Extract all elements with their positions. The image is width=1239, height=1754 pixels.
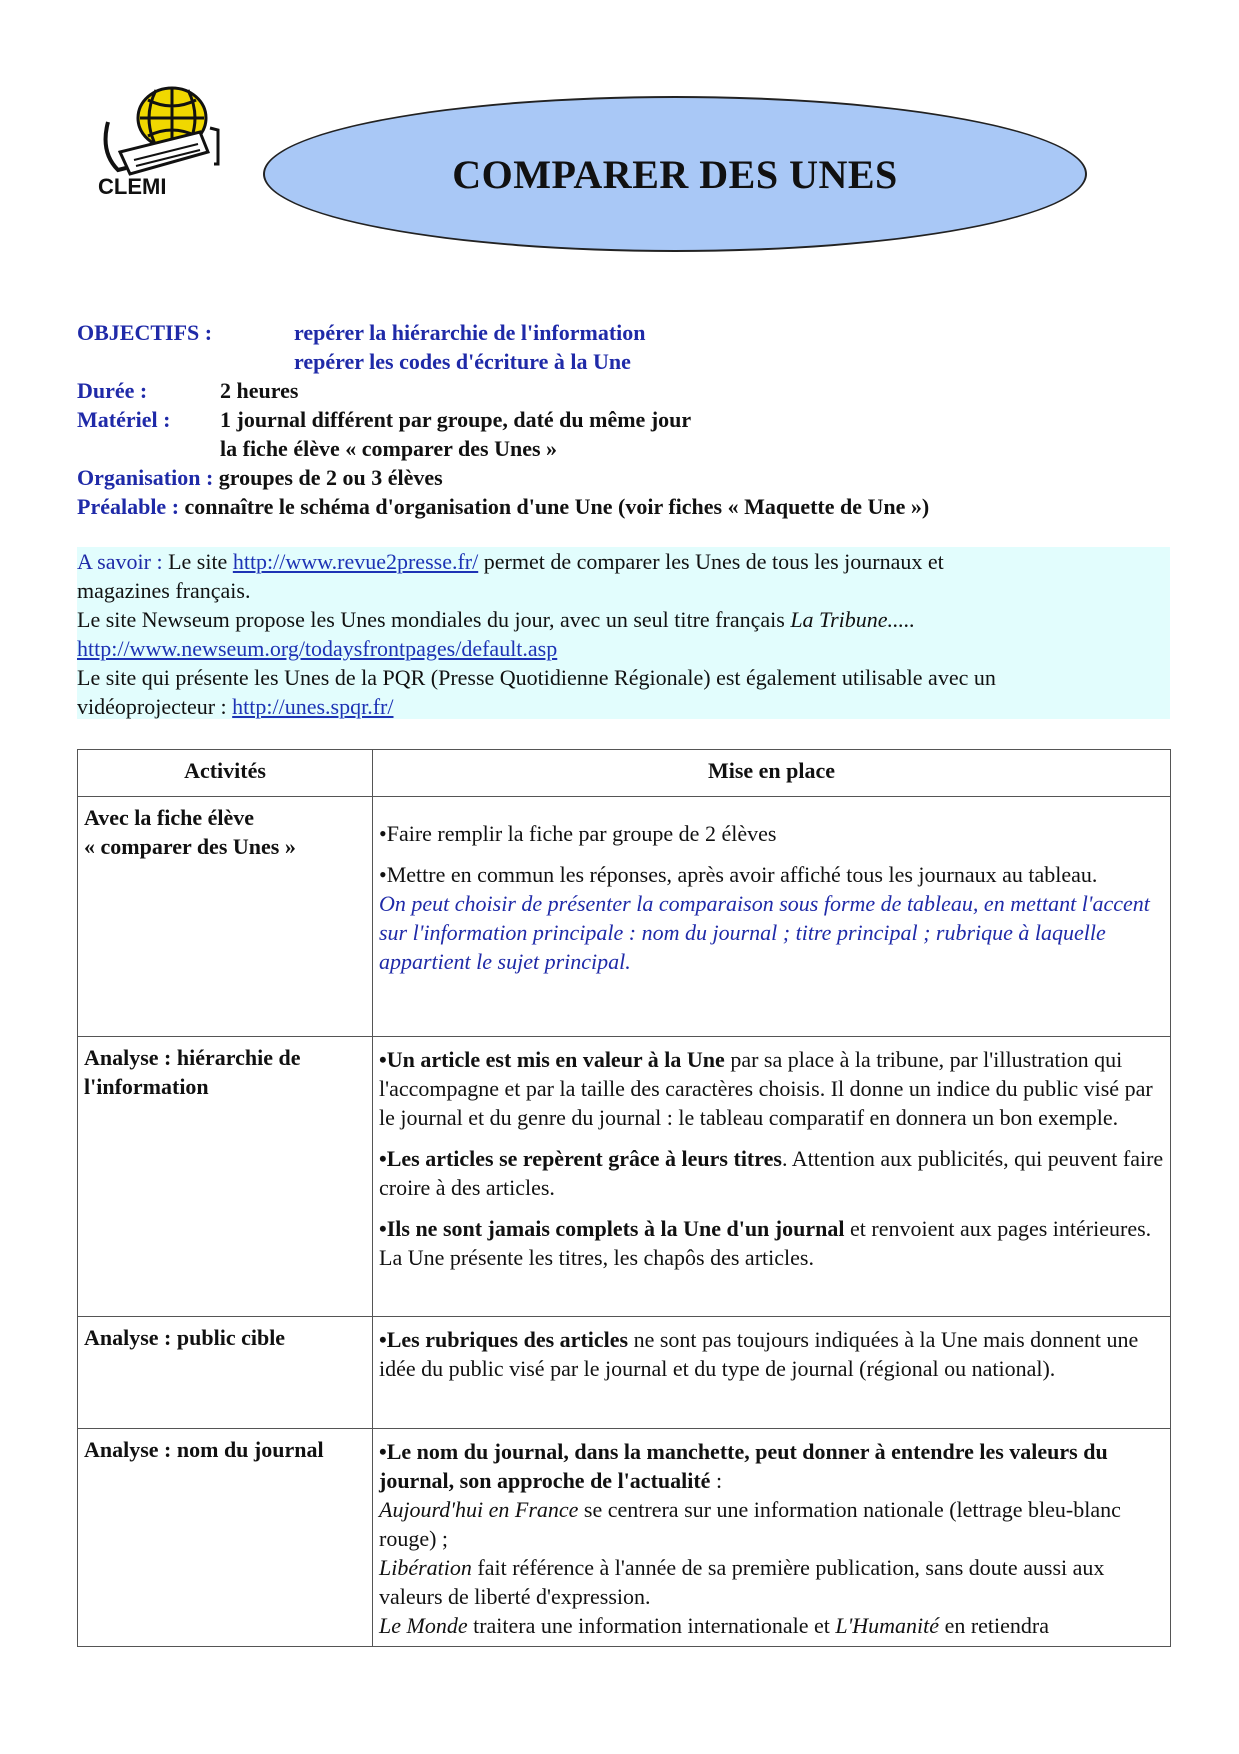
journal-name: L'Humanité [835, 1613, 940, 1638]
setup-text: et renvoient aux pages intérieures. La Une présente les titres, les chapôs des articles. [379, 1216, 1152, 1270]
table-row [78, 1317, 1171, 1429]
setup-paragraph [379, 1144, 1164, 1202]
table-row [78, 1037, 1171, 1317]
setup-cell [373, 1037, 1171, 1317]
a-savoir-box [77, 547, 1170, 719]
prealable-row [77, 492, 1177, 521]
objectif-2: repérer les codes d'écriture à la Une [294, 349, 631, 374]
a-savoir-label: A savoir : [77, 549, 163, 574]
setup-text: : [710, 1468, 723, 1493]
setup-text: traitera une information internationale et [467, 1613, 836, 1638]
activity-cell [78, 797, 373, 1037]
title-banner [263, 96, 1087, 252]
teacher-note: On peut choisir de présenter la comparaison sous forme de tableau, en mettant l'accent sur l'information principale : nom du journal ; titre principal ; rubrique à laquelle appartient le sujet principal. [379, 891, 1150, 974]
setup-text: par sa place à la tribune, par l'illustration qui l'accompagne et par la taille des caractères choisis. Il donne un indice du public visé par le journal et du genre du journal : le tableau comparatif en donnera un bon exemple. [379, 1047, 1153, 1130]
setup-text: se centrera sur une information nationale (lettrage bleu-blanc rouge) ; [379, 1497, 1121, 1551]
objectifs-label: OBJECTIFS : [77, 320, 213, 345]
objectifs-row [77, 318, 1177, 347]
materiel-row [77, 405, 1177, 434]
setup-text: ne sont pas toujours indiquées à la Une mais donnent une idée du public visé par le journal et du type de journal (régional ou national). [379, 1327, 1139, 1381]
duree-row [77, 376, 1177, 405]
journal-name: Libération [379, 1555, 472, 1580]
duree-label: Durée : [77, 378, 148, 403]
organisation-row [77, 463, 1177, 492]
header-mise-en-place: Mise en place [373, 750, 1171, 797]
meta-block [77, 318, 1177, 521]
objectif-1: repérer la hiérarchie de l'information [294, 320, 646, 345]
activity-cell: Analyse : public cible [78, 1317, 373, 1429]
setup-text: fait référence à l'année de sa première publication, sans doute aussi aux valeurs de liberté d'expression. [379, 1555, 1105, 1609]
materiel-1: 1 journal différent par groupe, daté du même jour [220, 407, 692, 432]
setup-cell [373, 797, 1171, 1037]
la-tribune-text: La Tribune..... [790, 607, 916, 632]
setup-text: •Mettre en commun les réponses, après avoir affiché tous les journaux au tableau. [379, 862, 1098, 887]
materiel-2: la fiche élève « comparer des Unes » [220, 436, 558, 461]
info-line-1 [77, 547, 1170, 576]
organisation-value: groupes de 2 ou 3 élèves [218, 465, 443, 490]
info-text: Le site Newseum propose les Unes mondiales du jour, avec un seul titre français [77, 607, 785, 632]
globe-keyboard-icon [90, 82, 240, 202]
prealable-value: connaître le schéma d'organisation d'une Une (voir fiches « Maquette de Une ») [184, 494, 930, 519]
organisation-label: Organisation : [77, 465, 214, 490]
setup-text: en retiendra [939, 1613, 1049, 1638]
setup-paragraph [379, 1437, 1164, 1640]
setup-bold: •Les articles se repèrent grâce à leurs titres [379, 1146, 782, 1171]
info-line-4 [77, 634, 1170, 663]
journal-name: Le Monde [379, 1613, 468, 1638]
info-line-6 [77, 692, 1170, 721]
spqr-link[interactable]: http://unes.spqr.fr/ [232, 694, 394, 719]
table-row [78, 797, 1171, 1037]
materiel-label: Matériel : [77, 407, 171, 432]
info-line-5: Le site qui présente les Unes de la PQR (Presse Quotidienne Régionale) est également utilisable avec un [77, 665, 996, 690]
activity-label: Avec la fiche élève [84, 805, 255, 830]
setup-paragraph [379, 1214, 1164, 1272]
setup-paragraph [379, 1325, 1164, 1383]
setup-bold: •Le nom du journal, dans la manchette, peut donner à entendre les valeurs du journal, son approche de l'actualité [379, 1439, 1108, 1493]
duree-value: 2 heures [220, 378, 299, 403]
setup-cell [373, 1317, 1171, 1429]
setup-bold: •Un article est mis en valeur à la Une [379, 1047, 725, 1072]
setup-bold: •Ils ne sont jamais complets à la Une d'un journal [379, 1216, 845, 1241]
setup-paragraph [379, 1045, 1164, 1132]
revue2presse-link[interactable]: http://www.revue2presse.fr/ [232, 549, 479, 574]
info-text: Le site [168, 549, 228, 574]
clemi-logo [90, 82, 240, 202]
journal-name: Aujourd'hui en France [379, 1497, 579, 1522]
setup-bold: •Les rubriques des articles [379, 1327, 629, 1352]
setup-cell [373, 1429, 1171, 1647]
activity-cell: Analyse : nom du journal [78, 1429, 373, 1647]
prealable-label: Préalable : [77, 494, 180, 519]
setup-text: . Attention aux publicités, qui peuvent faire croire à des articles. [379, 1146, 1164, 1200]
setup-paragraph [379, 860, 1164, 976]
newseum-link[interactable]: http://www.newseum.org/todaysfrontpages/default.asp [77, 636, 558, 661]
materiel-row-2 [77, 434, 1177, 463]
info-text: vidéoprojecteur : [77, 694, 227, 719]
header-activites: Activités [78, 750, 373, 797]
page-title: COMPARER DES UNES [452, 151, 898, 197]
activity-cell: Analyse : hiérarchie de l'information [78, 1037, 373, 1317]
activities-table [77, 749, 1171, 1647]
info-line-2: magazines français. [77, 578, 251, 603]
info-text: permet de comparer les Unes de tous les journaux et [483, 549, 944, 574]
table-header-row [78, 750, 1171, 797]
activity-label: « comparer des Unes » [84, 834, 296, 859]
objectifs-row-2 [77, 347, 1177, 376]
table-row [78, 1429, 1171, 1647]
info-line-3 [77, 605, 1170, 634]
logo-text: CLEMI [98, 174, 167, 199]
setup-paragraph: •Faire remplir la fiche par groupe de 2 élèves [379, 821, 777, 846]
